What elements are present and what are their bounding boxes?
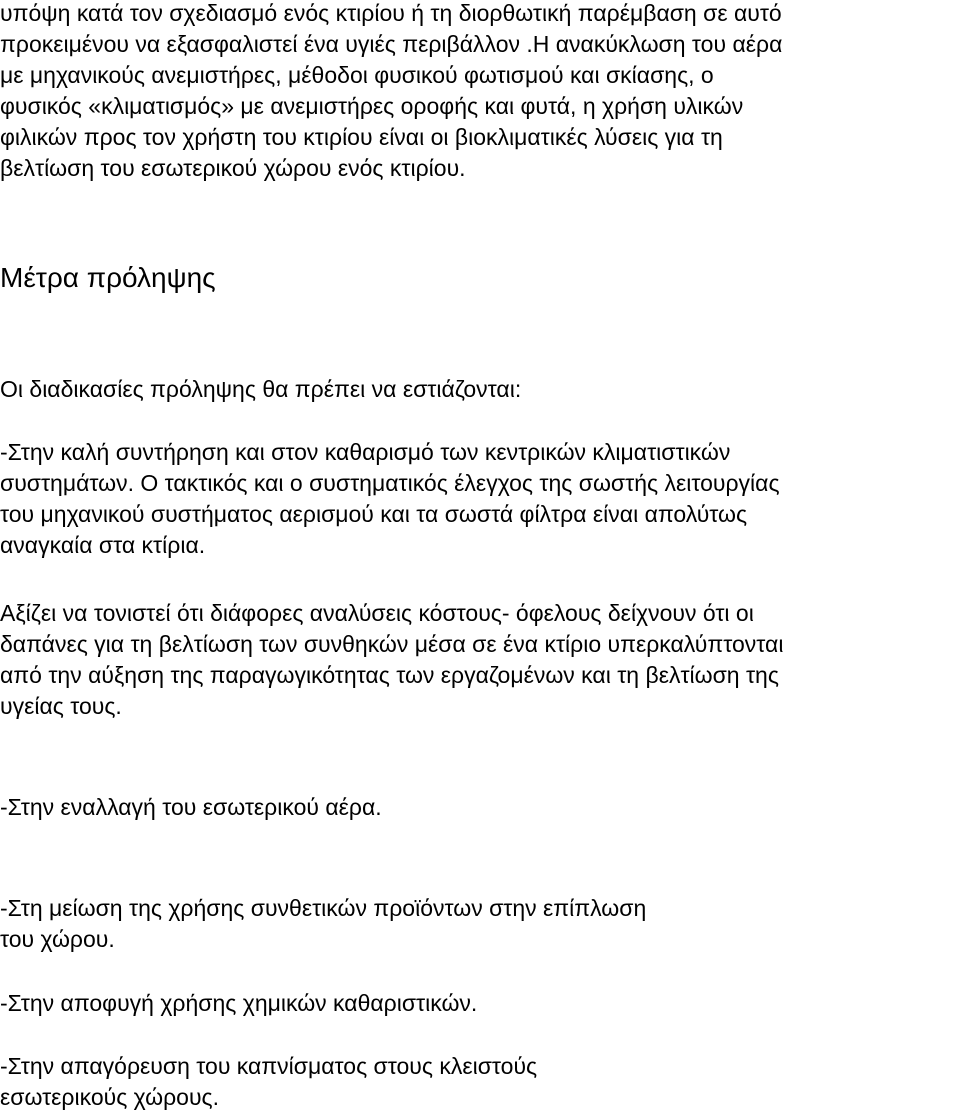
text-line: προκειμένου να εξασφαλιστεί ένα υγιές περιβάλλον .Η ανακύκλωση του αέρα: [0, 31, 783, 57]
air-exchange-item: [0, 792, 960, 823]
prevention-intro: [0, 374, 960, 405]
text-line: βελτίωση του εσωτερικού χώρου ενός κτιρίου.: [0, 155, 466, 181]
text-line: -Στην αποφυγή χρήσης χημικών καθαριστικών.: [0, 990, 478, 1016]
text-line: συστημάτων. Ο τακτικός και ο συστηματικός έλεγχος της σωστής λειτουργίας: [0, 470, 780, 496]
text-line: με μηχανικούς ανεμιστήρες, μέθοδοι φυσικού φωτισμού και σκίασης, ο: [0, 62, 714, 88]
cost-benefit-paragraph: [0, 598, 960, 722]
text-line: από την αύξηση της παραγωγικότητας των εργαζομένων και τη βελτίωση της: [0, 662, 779, 688]
text-line: εσωτερικούς χώρους.: [0, 1084, 220, 1110]
section-heading: Μέτρα πρόληψης: [0, 262, 216, 293]
maintenance-item: [0, 437, 960, 561]
text-line: -Στην εναλλαγή του εσωτερικού αέρα.: [0, 794, 382, 820]
text-line: του χώρου.: [0, 926, 115, 952]
text-line: υγείας τους.: [0, 693, 122, 719]
text-line: -Στην απαγόρευση του καπνίσματος στους κλειστούς: [0, 1053, 538, 1079]
chemical-cleaners-item: [0, 988, 960, 1019]
synthetic-products-item: [0, 893, 960, 955]
text-line: φιλικών προς τον χρήστη του κτιρίου είναι οι βιοκλιματικές λύσεις για τη: [0, 124, 723, 150]
text-line: του μηχανικού συστήματος αερισμού και τα σωστά φίλτρα είναι απολύτως: [0, 501, 748, 527]
text-line: Αξίζει να τονιστεί ότι διάφορες αναλύσεις κόστους- όφελους δείχνουν ότι οι: [0, 600, 754, 626]
text-line: -Στη μείωση της χρήσης συνθετικών προϊόντων στην επίπλωση: [0, 895, 647, 921]
text-line: φυσικός «κλιματισμός» με ανεμιστήρες οροφής και φυτά, η χρήση υλικών: [0, 93, 744, 119]
smoking-ban-item: [0, 1051, 960, 1113]
text-line: Οι διαδικασίες πρόληψης θα πρέπει να εστιάζονται:: [0, 376, 522, 402]
text-line: υπόψη κατά τον σχεδιασμό ενός κτιρίου ή τη διορθωτική παρέμβαση σε αυτό: [0, 0, 782, 26]
intro-paragraph: [0, 0, 960, 184]
text-line: -Στην καλή συντήρηση και στον καθαρισμό των κεντρικών κλιματιστικών: [0, 439, 731, 465]
text-line: δαπάνες για τη βελτίωση των συνθηκών μέσα σε ένα κτίριο υπερκαλύπτονται: [0, 631, 784, 657]
text-line: αναγκαία στα κτίρια.: [0, 532, 206, 558]
